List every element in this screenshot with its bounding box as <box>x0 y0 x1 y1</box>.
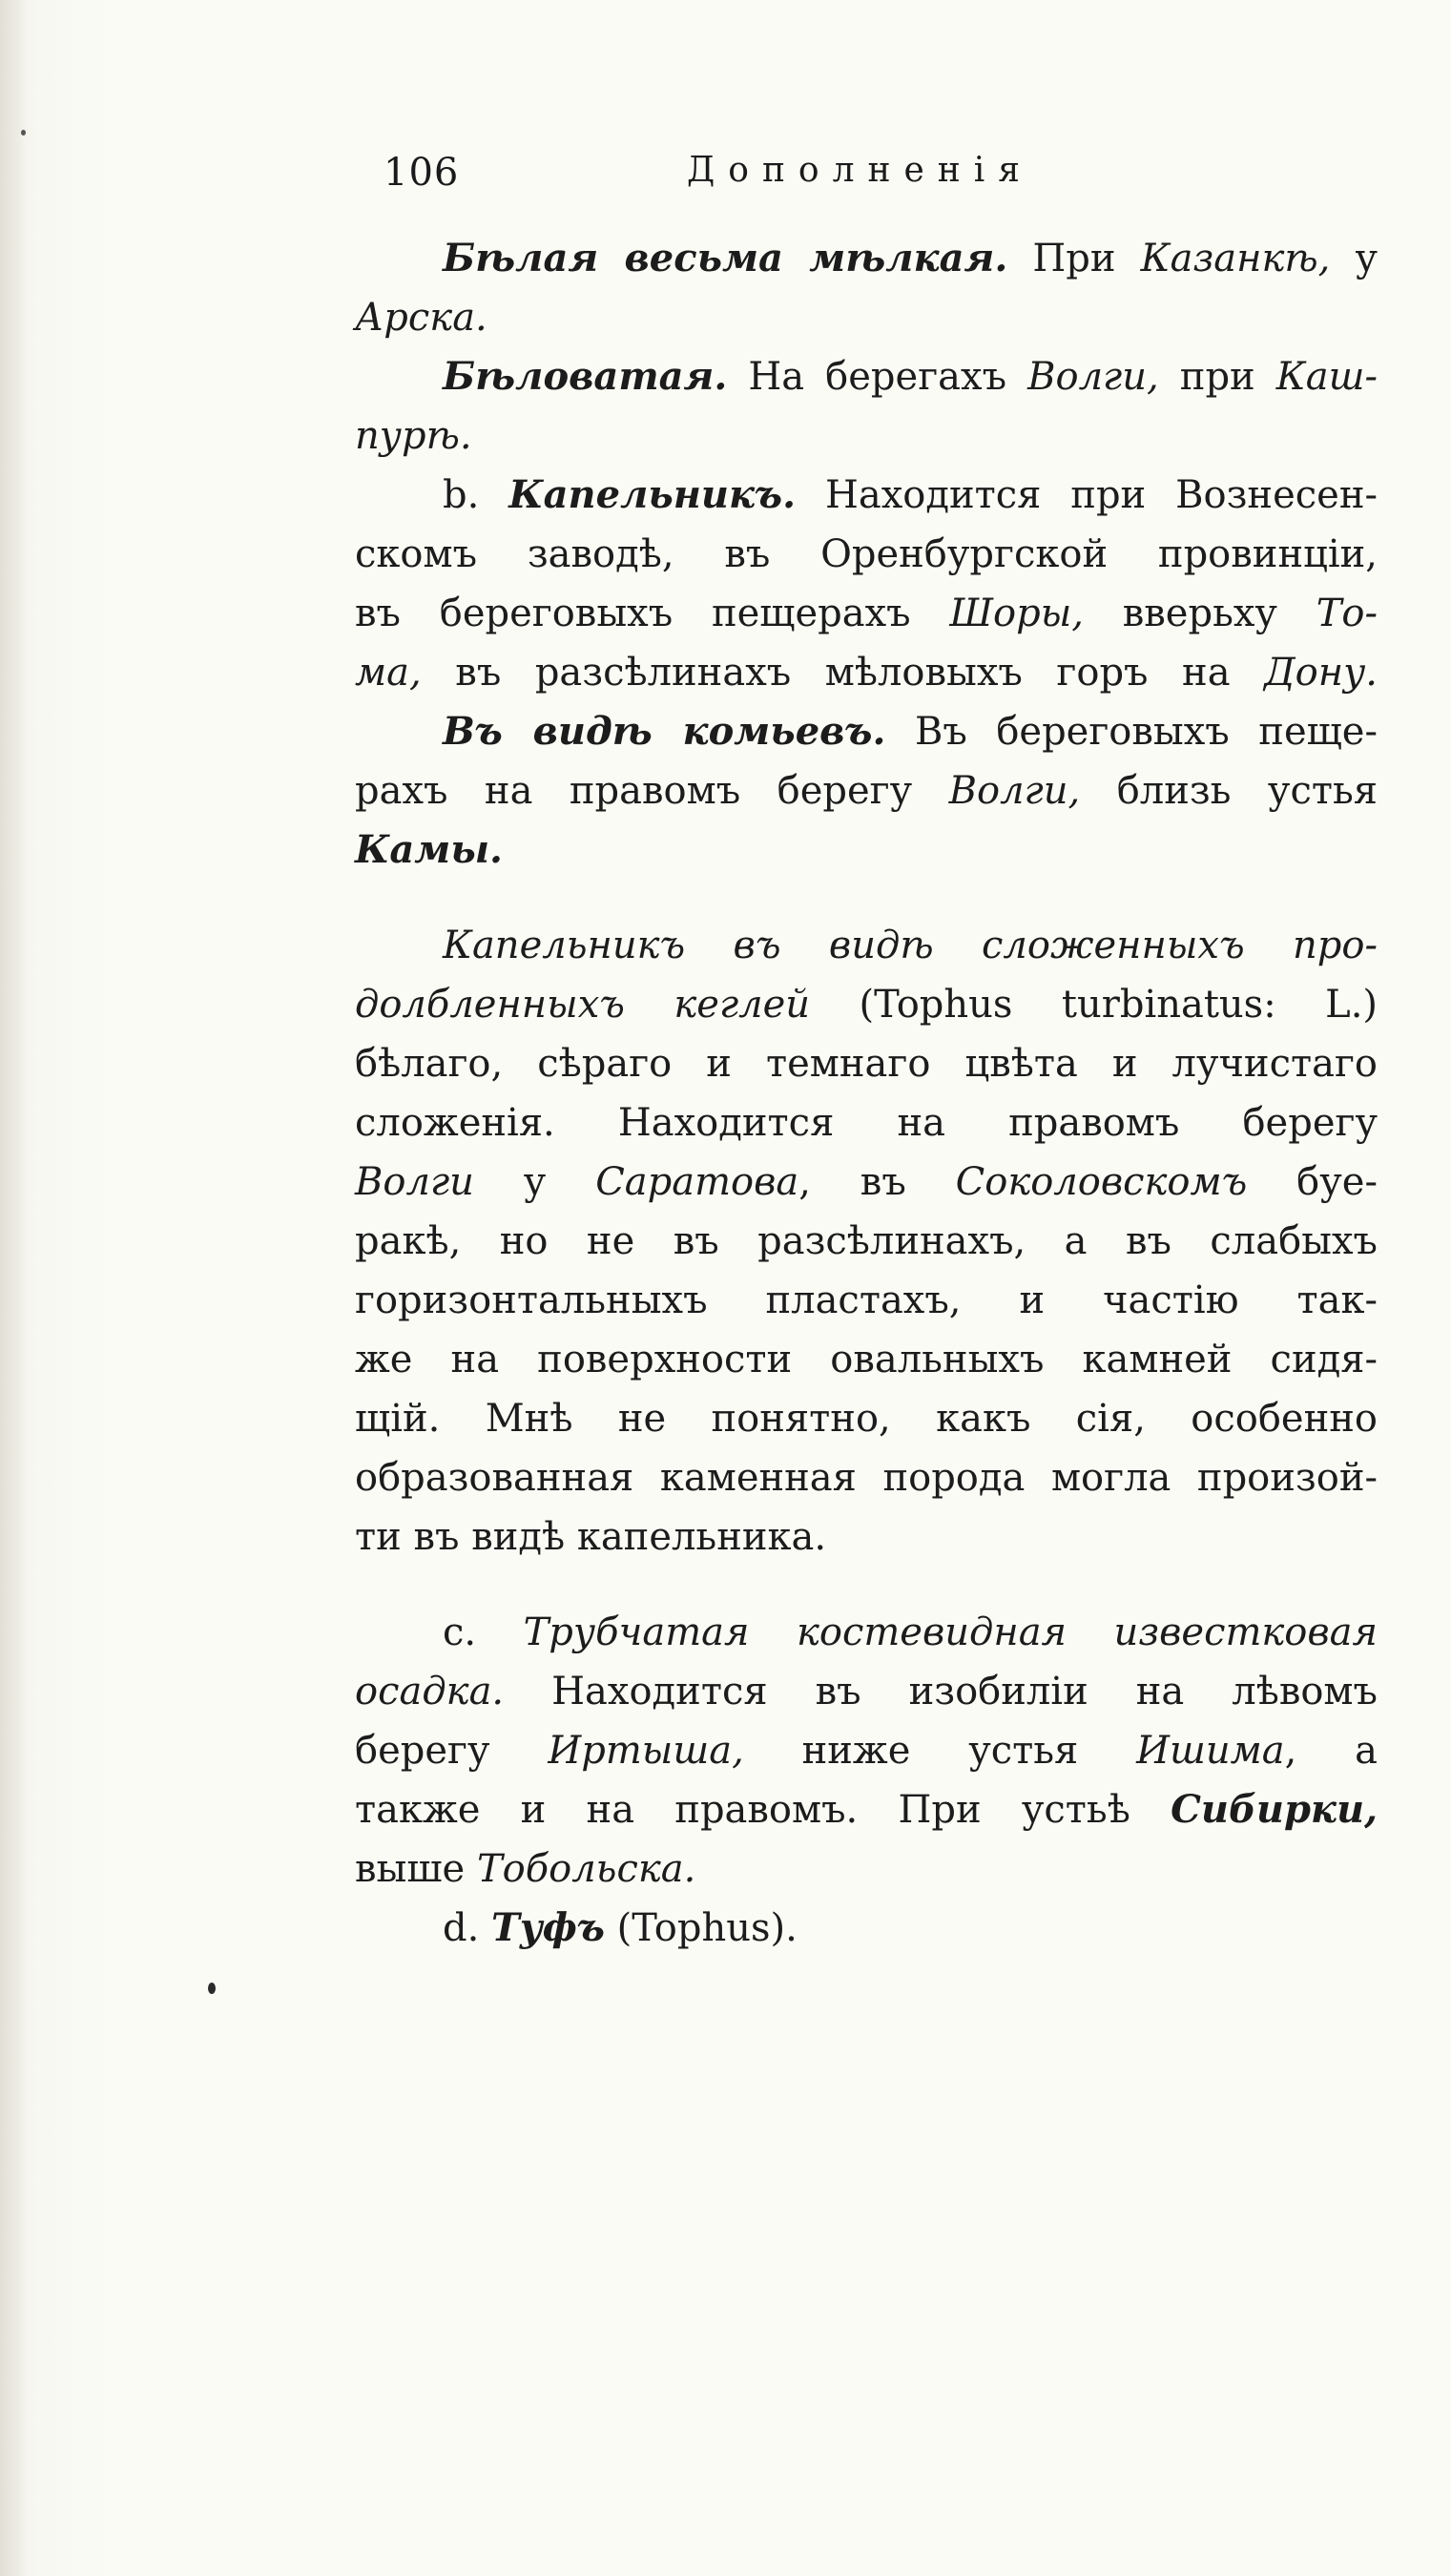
text-line: Камы. <box>355 827 503 872</box>
text-line: скомъ заводѣ, въ Оренбургской провинціи, <box>355 532 1378 576</box>
text-line: d. Туфъ (Tophus). <box>443 1905 798 1950</box>
page-number: 106 <box>383 151 460 195</box>
text-line: ракѣ, но не въ разсѣлинахъ, а въ слабыхъ <box>355 1219 1378 1263</box>
text-line: въ береговыхъ пещерахъ Шоры, вверьху То- <box>355 592 1378 635</box>
text-line: Волги у Саратова, въ Соколовскомъ буе- <box>355 1160 1378 1204</box>
text-line: c. Трубчатая костевидная известковая <box>443 1610 1378 1654</box>
text-line: b. Капельникъ. Находится при Вознесен- <box>443 472 1378 517</box>
text-line: ти въ видѣ капельника. <box>355 1515 827 1559</box>
ink-speck <box>208 1983 216 1994</box>
text-line: рахъ на правомъ берегу Волги, близь устья <box>355 769 1378 813</box>
text-line: долбленныхъ кеглей (Tophus turbinatus: L.) <box>355 983 1378 1027</box>
text-line: выше Тобольска. <box>355 1847 696 1891</box>
text-line: Въ видѣ комьевъ. Въ береговыхъ пеще- <box>443 709 1378 754</box>
text-line: же на поверхности овальныхъ камней сидя- <box>355 1338 1378 1381</box>
running-head: Дополненія <box>687 151 1033 190</box>
text-line: сложенія. Находится на правомъ берегу <box>355 1101 1378 1145</box>
page-header <box>383 151 1433 208</box>
text-line: берегу Иртыша, ниже устья Ишима, а <box>355 1729 1378 1773</box>
text-line: бѣлаго, сѣраго и темнаго цвѣта и лучистаго <box>355 1042 1378 1086</box>
text-line: осадка. Находится въ изобиліи на лѣвомъ <box>355 1670 1378 1714</box>
ink-speck <box>21 130 26 135</box>
text-line: Бѣловатая. На берегахъ Волги, при Каш- <box>443 354 1378 399</box>
text-line: ма, въ разсѣлинахъ мѣловыхъ горъ на Дону. <box>355 651 1378 695</box>
text-line: пурѣ. <box>355 414 472 458</box>
page-spine-shadow <box>0 0 27 2576</box>
text-line: щій. Мнѣ не понятно, какъ сія, особенно <box>355 1397 1378 1441</box>
text-line: Бѣлая весьма мѣлкая. При Казанкѣ, у <box>443 236 1378 280</box>
text-line: также и на правомъ. При устьѣ Сибирки, <box>355 1787 1378 1832</box>
text-line: Капельникъ въ видѣ сложенныхъ про- <box>443 924 1378 967</box>
text-line: образованная каменная порода могла произой- <box>355 1456 1378 1500</box>
text-line: горизонтальныхъ пластахъ, и частію так- <box>355 1278 1378 1322</box>
text-line: Арска. <box>355 296 487 340</box>
